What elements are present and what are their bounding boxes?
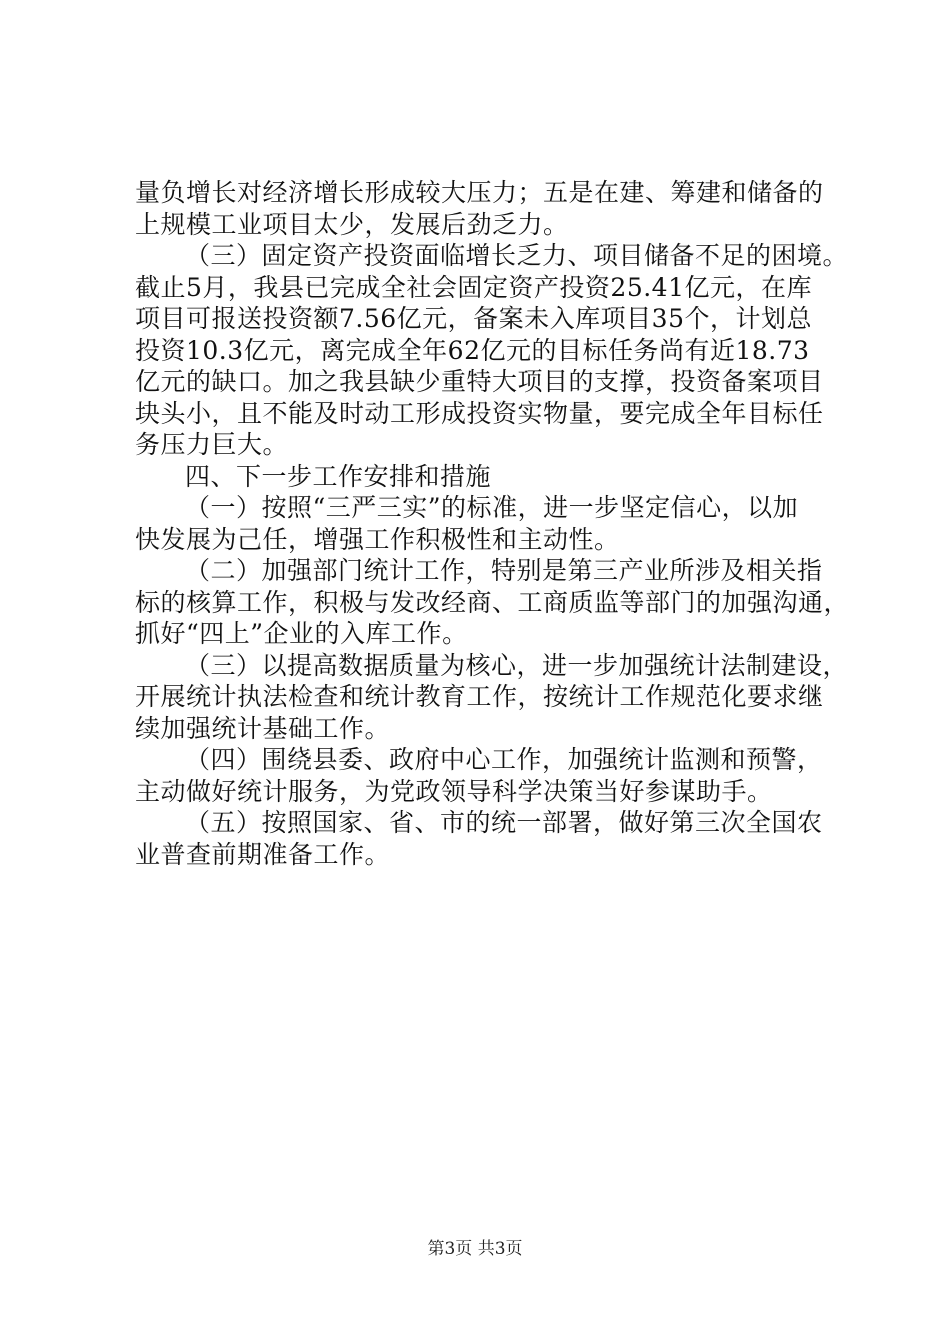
text-line: （一）按照“三严三实”的标准，进一步坚定信心，以加 bbox=[185, 493, 799, 522]
section-heading: 四、下一步工作安排和措施 bbox=[185, 462, 492, 491]
text-line: 标的核算工作，积极与发改经商、工商质监等部门的加强沟通， bbox=[135, 588, 850, 617]
text-line: 抓好“四上”企业的入库工作。 bbox=[135, 619, 468, 648]
text-line: 业普查前期准备工作。 bbox=[135, 840, 391, 869]
text-line: 上规模工业项目太少，发展后劲乏力。 bbox=[135, 210, 569, 239]
text-line: （四）围绕县委、政府中心工作，加强统计监测和预警， bbox=[185, 745, 823, 774]
text-line: 亿元的缺口。加之我县缺少重特大项目的支撑，投资备案项目 bbox=[135, 367, 824, 396]
text-line: 续加强统计基础工作。 bbox=[135, 714, 391, 743]
text-line: 截止5月，我县已完成全社会固定资产投资25.41亿元，在库 bbox=[135, 273, 812, 302]
text-line: 主动做好统计服务，为党政领导科学决策当好参谋助手。 bbox=[135, 777, 773, 806]
text-line: 快发展为己任，增强工作积极性和主动性。 bbox=[135, 525, 620, 554]
text-line: 项目可报送投资额7.56亿元，备案未入库项目35个，计划总 bbox=[135, 304, 812, 333]
text-line: （三）以提高数据质量为核心，进一步加强统计法制建设， bbox=[185, 651, 849, 680]
text-line: （三）固定资产投资面临增长乏力、项目储备不足的困境。 bbox=[185, 241, 849, 270]
text-line: （二）加强部门统计工作，特别是第三产业所涉及相关指 bbox=[185, 556, 823, 585]
text-line: 块头小，且不能及时动工形成投资实物量，要完成全年目标任 bbox=[135, 399, 824, 428]
text-line: 量负增长对经济增长形成较大压力；五是在建、筹建和储备的 bbox=[135, 178, 824, 207]
page-footer: 第3页 共3页 bbox=[427, 1239, 523, 1259]
text-line: 开展统计执法检查和统计教育工作，按统计工作规范化要求继 bbox=[135, 682, 824, 711]
text-line: 务压力巨大。 bbox=[135, 430, 289, 459]
text-line: （五）按照国家、省、市的统一部署，做好第三次全国农 bbox=[185, 808, 823, 837]
text-line: 投资10.3亿元，离完成全年62亿元的目标任务尚有近18.73 bbox=[135, 336, 810, 365]
